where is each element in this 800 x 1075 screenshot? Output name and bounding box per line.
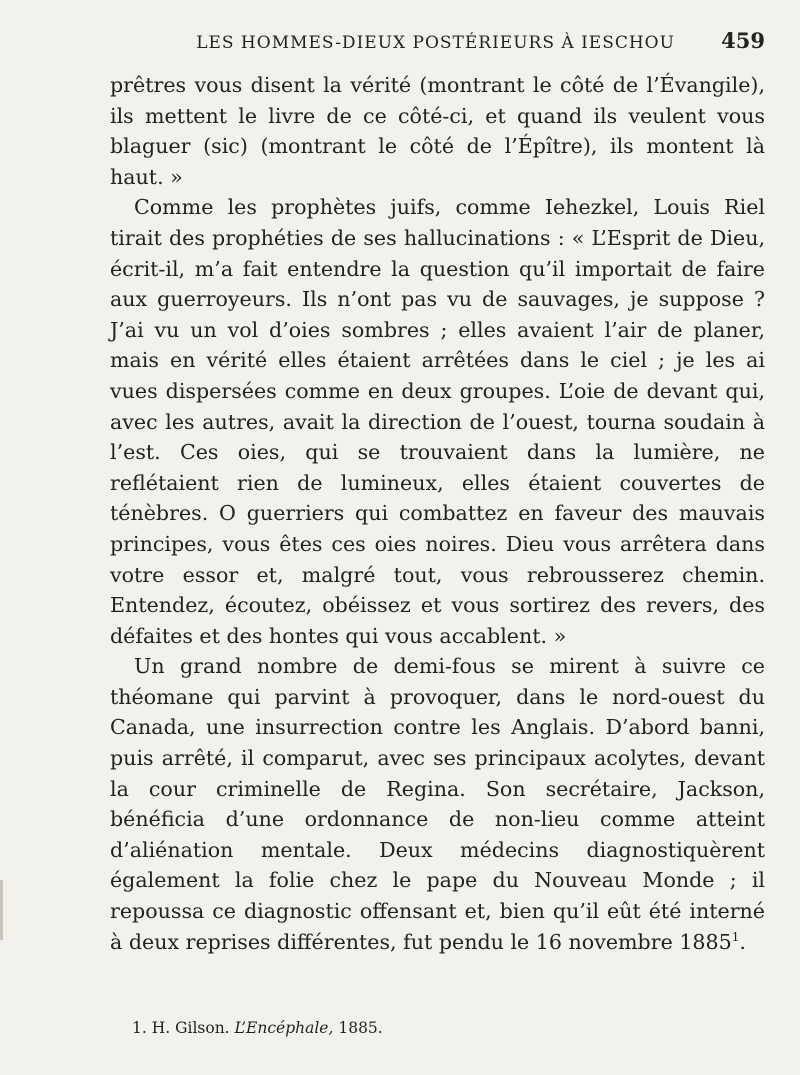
footnote-reference[interactable]: 1: [731, 929, 740, 944]
running-head: [110, 28, 765, 53]
footnote: [132, 1017, 762, 1039]
footnote-source: L’Encéphale,: [234, 1019, 334, 1037]
body-text: [110, 70, 765, 957]
footnote-year: 1885.: [338, 1019, 383, 1037]
footnote-author: H. Gilson.: [151, 1019, 230, 1037]
paragraph-riel-prophecy: Comme les prophètes juifs, comme Iehezkel, Louis Riel tirait des prophéties de ses hallucinations : « L’Esprit de Dieu, écrit-il, m’a fait entendre la question qu’il importait de faire aux guerroyeurs. Ils n’ont pas vu de sauvages, je suppose ? J’ai vu un vol d’oies sombres ; elles avaient l’air de planer, mais en vérité elles étaient arrêtées dans le ciel ; je les ai vues dispersées comme en deux groupes. L’oie de devant qui, avec les autres, avait la direction de l’ouest, tourna soudain à l’est. Ces oies, qui se trouvaient dans la lumière, ne reflétaient rien de lumineux, elles étaient couvertes de ténèbres. O guerriers qui combattez en faveur des mauvais principes, vous êtes ces oies noires. Dieu vous arrêtera dans votre essor et, malgré tout, vous rebrousserez chemin. Entendez, écoutez, obéissez et vous sortirez des revers, des défaites et des hontes qui vous accablent. »: [110, 195, 765, 648]
paragraph-insurrection: Un grand nombre de demi-fous se mirent à suivre ce théomane qui parvint à provoquer, dans le nord-ouest du Canada, une insurrection contre les Anglais. D’abord banni, puis arrêté, il comparut, avec ses principaux acolytes, devant la cour criminelle de Regina. Son secrétaire, Jackson, bénéficia d’une ordonnance de non-lieu comme atteint d’aliénation mentale. Deux médecins diagnostiquèrent également la folie chez le pape du Nouveau Monde ; il repoussa ce diagnostic offensant et, bien qu’il eût été interné à deux reprises différentes, fut pendu le 16 novembre 1885$^1$.: [110, 654, 765, 954]
page-number: 459: [721, 28, 765, 53]
footnote-number: 1.: [132, 1019, 147, 1037]
scan-edge-mark: [0, 880, 3, 940]
running-title: LES HOMMES-DIEUX POSTÉRIEURS À IESCHOU: [196, 33, 675, 53]
paragraph-insurrection-text: Un grand nombre de demi-fous se mirent à suivre ce théomane qui parvint à provoquer, dans le nord-ouest du Canada, une insurrection contre les Anglais. D’abord banni, puis arrêté, il comparut, avec ses principaux acolytes, devant la cour criminelle de Regina. Son secrétaire, Jackson, bénéficia d’une ordonnance de non-lieu comme atteint d’aliénation mentale. Deux médecins diagnostiquèrent également la folie chez le pape du Nouveau Monde ; il repoussa ce diagnostic offensant et, bien qu’il eût été interné à deux reprises différentes, fut pendu le 16 novembre 1885: [110, 654, 765, 954]
paragraph-continued: prêtres vous disent la vérité (montrant le côté de l’Évangile), ils mettent le livre de ce côté-ci, et quand ils veulent vous blaguer (sic) (montrant le côté de l’Épître), ils montent là haut. »: [110, 73, 765, 189]
